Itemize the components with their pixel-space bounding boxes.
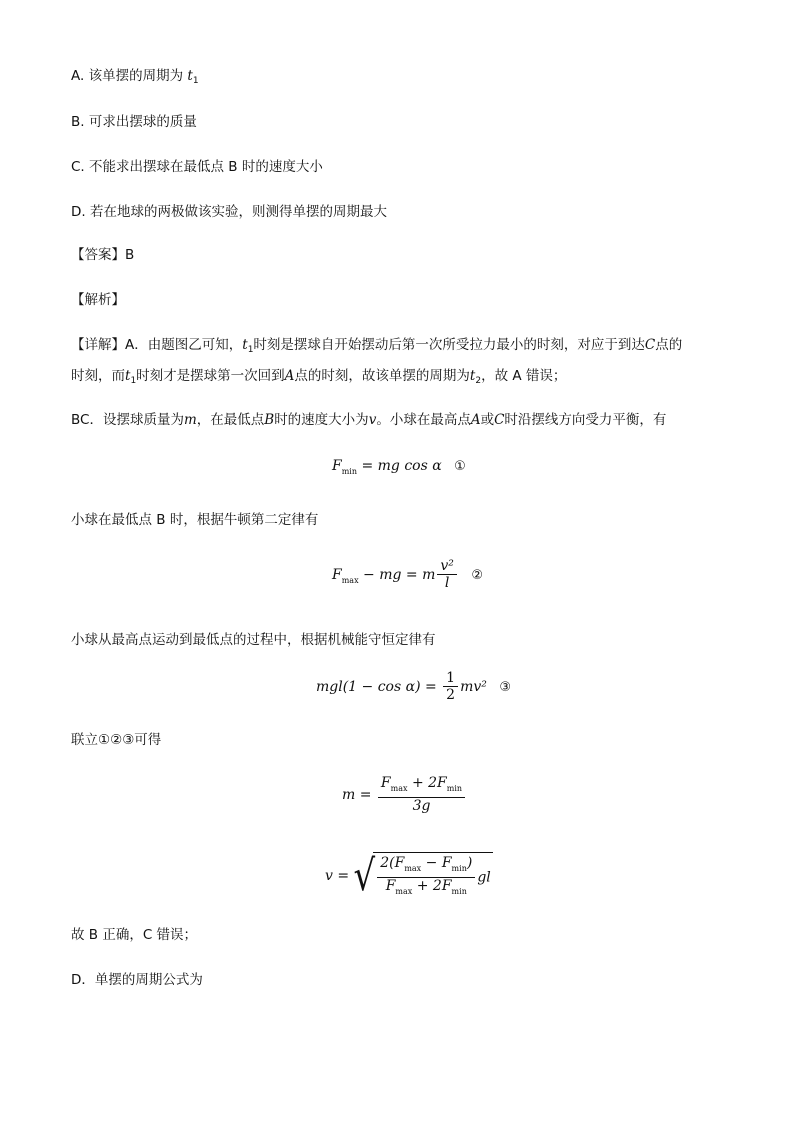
option-a xyxy=(71,66,199,91)
eq2-lhs: F xyxy=(332,567,342,583)
detail-text: A．由题图乙可知， xyxy=(125,337,243,353)
var-t: t xyxy=(469,368,476,384)
eq5-num xyxy=(377,855,475,877)
option-a-text: A. 该单摆的周期为 xyxy=(71,68,184,84)
sqrt-sign: √ xyxy=(353,851,376,901)
detail-text: 时刻才是摆球第一次回到 xyxy=(136,368,285,384)
var-t: t xyxy=(125,368,131,384)
eq4-lhs: m = xyxy=(342,787,372,803)
option-d: D. 若在地球的两极做该实验，则测得单摆的周期最大 xyxy=(71,204,387,220)
eq2-fraction xyxy=(437,558,457,592)
eq4-num xyxy=(378,775,465,797)
eq3-den: 2 xyxy=(443,686,458,704)
eq3-rhs: mv² xyxy=(460,679,487,695)
eq4-fraction xyxy=(378,775,465,815)
bc-text: 时沿摆线方向受力平衡，有 xyxy=(504,412,667,428)
eq5-fraction xyxy=(377,855,475,900)
eq2-den: l xyxy=(437,574,457,592)
analysis-label: 【解析】 xyxy=(71,292,125,308)
var-B: B xyxy=(264,412,275,428)
detail-text: ，故 A 错误； xyxy=(481,368,567,384)
equation-2 xyxy=(332,558,483,592)
eq4-den: 3g xyxy=(378,797,465,815)
equation-3 xyxy=(316,670,511,704)
eq2-mid: − mg = m xyxy=(363,567,436,583)
eq5-num-a: 2(F xyxy=(380,855,405,871)
eq4-num-sub-b: min xyxy=(446,784,463,793)
bc-text: 时的速度大小为 xyxy=(274,412,369,428)
eq5-den-sub-b: min xyxy=(451,887,467,896)
text-lowest: 小球在最低点 B 时，根据牛顿第二定律有 xyxy=(71,512,319,528)
detail-text: 时刻是摆球自开始摆动后第一次所受拉力最小的时刻，对应于到达 xyxy=(253,337,645,353)
bc-text: 或 xyxy=(480,412,495,428)
var-A: A xyxy=(470,412,481,428)
text-conclusion: 故 B 正确，C 错误； xyxy=(71,927,198,943)
equation-4 xyxy=(342,775,467,815)
eq5-den-sub-a: max xyxy=(395,887,413,896)
bc-line xyxy=(71,410,666,430)
eq3-lhs: mgl(1 − cos α) = xyxy=(316,679,437,695)
eq5-lhs: v = xyxy=(325,868,350,884)
eq3-fraction xyxy=(443,670,458,704)
text-combine: 联立①②③可得 xyxy=(71,732,162,748)
var-C: C xyxy=(494,412,505,428)
detail-line-1 xyxy=(71,335,682,360)
eq1-mark: ① xyxy=(454,459,466,474)
bc-text: BC．设摆球质量为 xyxy=(71,412,184,428)
detail-label: 【详解】 xyxy=(71,337,125,353)
option-a-var: t xyxy=(187,68,193,84)
equation-5 xyxy=(325,852,493,900)
eq4-num-sub-a: max xyxy=(390,784,408,793)
eq1-sub: min xyxy=(341,467,358,476)
eq3-mark: ③ xyxy=(499,680,511,695)
option-b: B. 可求出摆球的质量 xyxy=(71,114,197,130)
eq5-tail: gl xyxy=(477,869,491,886)
equation-1 xyxy=(332,458,466,476)
answer-label: 【答案】 xyxy=(71,247,125,263)
eq5-num-sub-a: max xyxy=(404,864,422,873)
eq2-num: v² xyxy=(440,558,454,574)
bc-text: 。小球在最高点 xyxy=(376,412,471,428)
detail-text: 点的时刻，故该单摆的周期为 xyxy=(294,368,470,384)
eq2-mark: ② xyxy=(471,568,484,583)
var-sub: 2 xyxy=(475,376,482,386)
eq5-num-b: − F xyxy=(421,855,452,871)
eq4-num-b: + 2F xyxy=(407,775,447,791)
eq1-rhs: = mg cos α xyxy=(361,458,442,474)
text-energy: 小球从最高点运动到最低点的过程中，根据机械能守恒定律有 xyxy=(71,632,436,648)
eq1-lhs: F xyxy=(332,458,342,474)
sqrt-body xyxy=(373,852,493,900)
var-m: m xyxy=(183,412,197,428)
eq5-den xyxy=(377,877,475,900)
eq5-den-a: F xyxy=(385,878,396,894)
var-sub: 1 xyxy=(247,345,254,355)
detail-line-2 xyxy=(71,366,566,391)
text-d: D．单摆的周期公式为 xyxy=(71,972,203,988)
option-a-sub: 1 xyxy=(192,76,199,86)
var-C: C xyxy=(644,337,656,353)
eq5-num-c: ) xyxy=(466,855,473,871)
eq2-sub: max xyxy=(341,576,359,585)
var-t: t xyxy=(242,337,248,353)
eq4-num-a: F xyxy=(380,775,391,791)
detail-text: 点的 xyxy=(655,337,683,353)
eq5-num-sub-b: min xyxy=(451,864,467,873)
var-A: A xyxy=(284,368,295,384)
eq5-den-b: + 2F xyxy=(412,878,452,894)
var-sub: 1 xyxy=(130,376,137,386)
detail-text: 时刻，而 xyxy=(71,368,125,384)
eq3-num: 1 xyxy=(446,670,456,686)
var-v: v xyxy=(368,412,377,428)
answer-line xyxy=(71,245,134,265)
answer-value: B xyxy=(125,247,135,263)
bc-text: ，在最低点 xyxy=(196,412,265,428)
option-c: C. 不能求出摆球在最低点 B 时的速度大小 xyxy=(71,159,323,175)
